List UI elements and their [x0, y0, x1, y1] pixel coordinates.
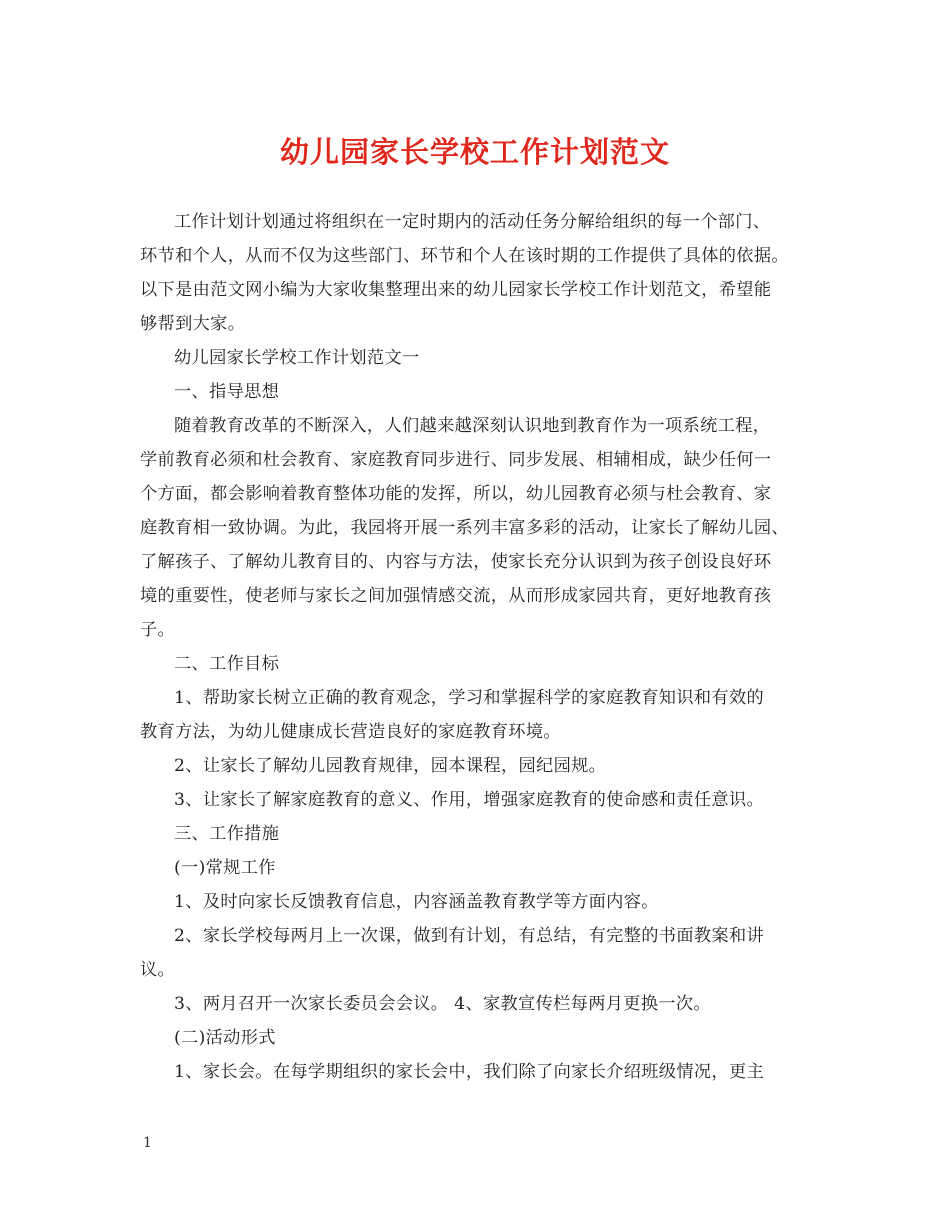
paragraph-line: 2、家长学校每两月上一次课，做到有计划，有总结，有完整的书面教案和讲 — [174, 926, 765, 946]
paragraph-line: 够帮到大家。 — [140, 314, 246, 334]
section-heading: 一、指导思想 — [174, 382, 280, 402]
paragraph-line: 学前教育必须和杜会教育、家庭教育同步进行、同步发展、相辅相成，缺少任何一 — [140, 450, 772, 470]
paragraph-line: 了解孩子、了解幼儿教育目的、内容与方法，使家长充分认识到为孩子创设良好环 — [140, 552, 772, 572]
paragraph-line: 议。 — [140, 960, 176, 980]
paragraph-line: 环节和个人，从而不仅为这些部门、环节和个人在该时期的工作提供了具体的依据。 — [140, 246, 789, 266]
page-number: 1 — [143, 1135, 152, 1151]
paragraph-line: 子。 — [140, 620, 176, 640]
document-title: 幼儿园家长学校工作计划范文 — [279, 135, 670, 169]
paragraph-line: 1、帮助家长树立正确的教育观念，学习和掌握科学的家庭教育知识和有效的 — [174, 688, 765, 708]
section-heading: 三、工作措施 — [174, 824, 280, 844]
paragraph-line: 2、让家长了解幼儿园教育规律，园本课程，园纪园规。 — [174, 756, 607, 776]
paragraph-line: 随着教育改革的不断深入，人们越来越深刻认识地到教育作为一项系统工程， — [174, 416, 771, 436]
paragraph-line: 境的重要性，使老师与家长之间加强情感交流，从而形成家园共育，更好地教育孩 — [140, 586, 772, 606]
paragraph-line: 1、家长会。在每学期组织的家长会中，我们除了向家长介绍班级情况，更主 — [174, 1062, 765, 1082]
paragraph-line: 1、及时向家长反馈教育信息，内容涵盖教育教学等方面内容。 — [174, 892, 659, 912]
paragraph-line: 庭教育相一致协调。为此，我园将开展一系列丰富多彩的活动，让家长了解幼儿园、 — [140, 518, 789, 538]
section-heading: 二、工作目标 — [174, 654, 280, 674]
paragraph-line: 3、两月召开一次家长委员会会议。 4、家教宣传栏每两月更换一次。 — [174, 994, 711, 1014]
paragraph-line: 个方面，都会影响着教育整体功能的发挥，所以，幼儿园教育必须与杜会教育、家 — [140, 484, 772, 504]
section-heading: 幼儿园家长学校工作计划范文一 — [174, 348, 420, 368]
paragraph-line: 工作计划计划通过将组织在一定时期内的活动任务分解给组织的每一个部门、 — [174, 212, 771, 232]
subsection-heading: (一)常规工作 — [174, 858, 276, 878]
paragraph-line: 3、让家长了解家庭教育的意义、作用，增强家庭教育的使命感和责任意识。 — [174, 790, 765, 810]
subsection-heading: (二)活动形式 — [174, 1028, 276, 1048]
paragraph-line: 以下是由范文网小编为大家收集整理出来的幼儿园家长学校工作计划范文，希望能 — [140, 280, 772, 300]
paragraph-line: 教育方法，为幼儿健康成长营造良好的家庭教育环境。 — [140, 722, 561, 742]
